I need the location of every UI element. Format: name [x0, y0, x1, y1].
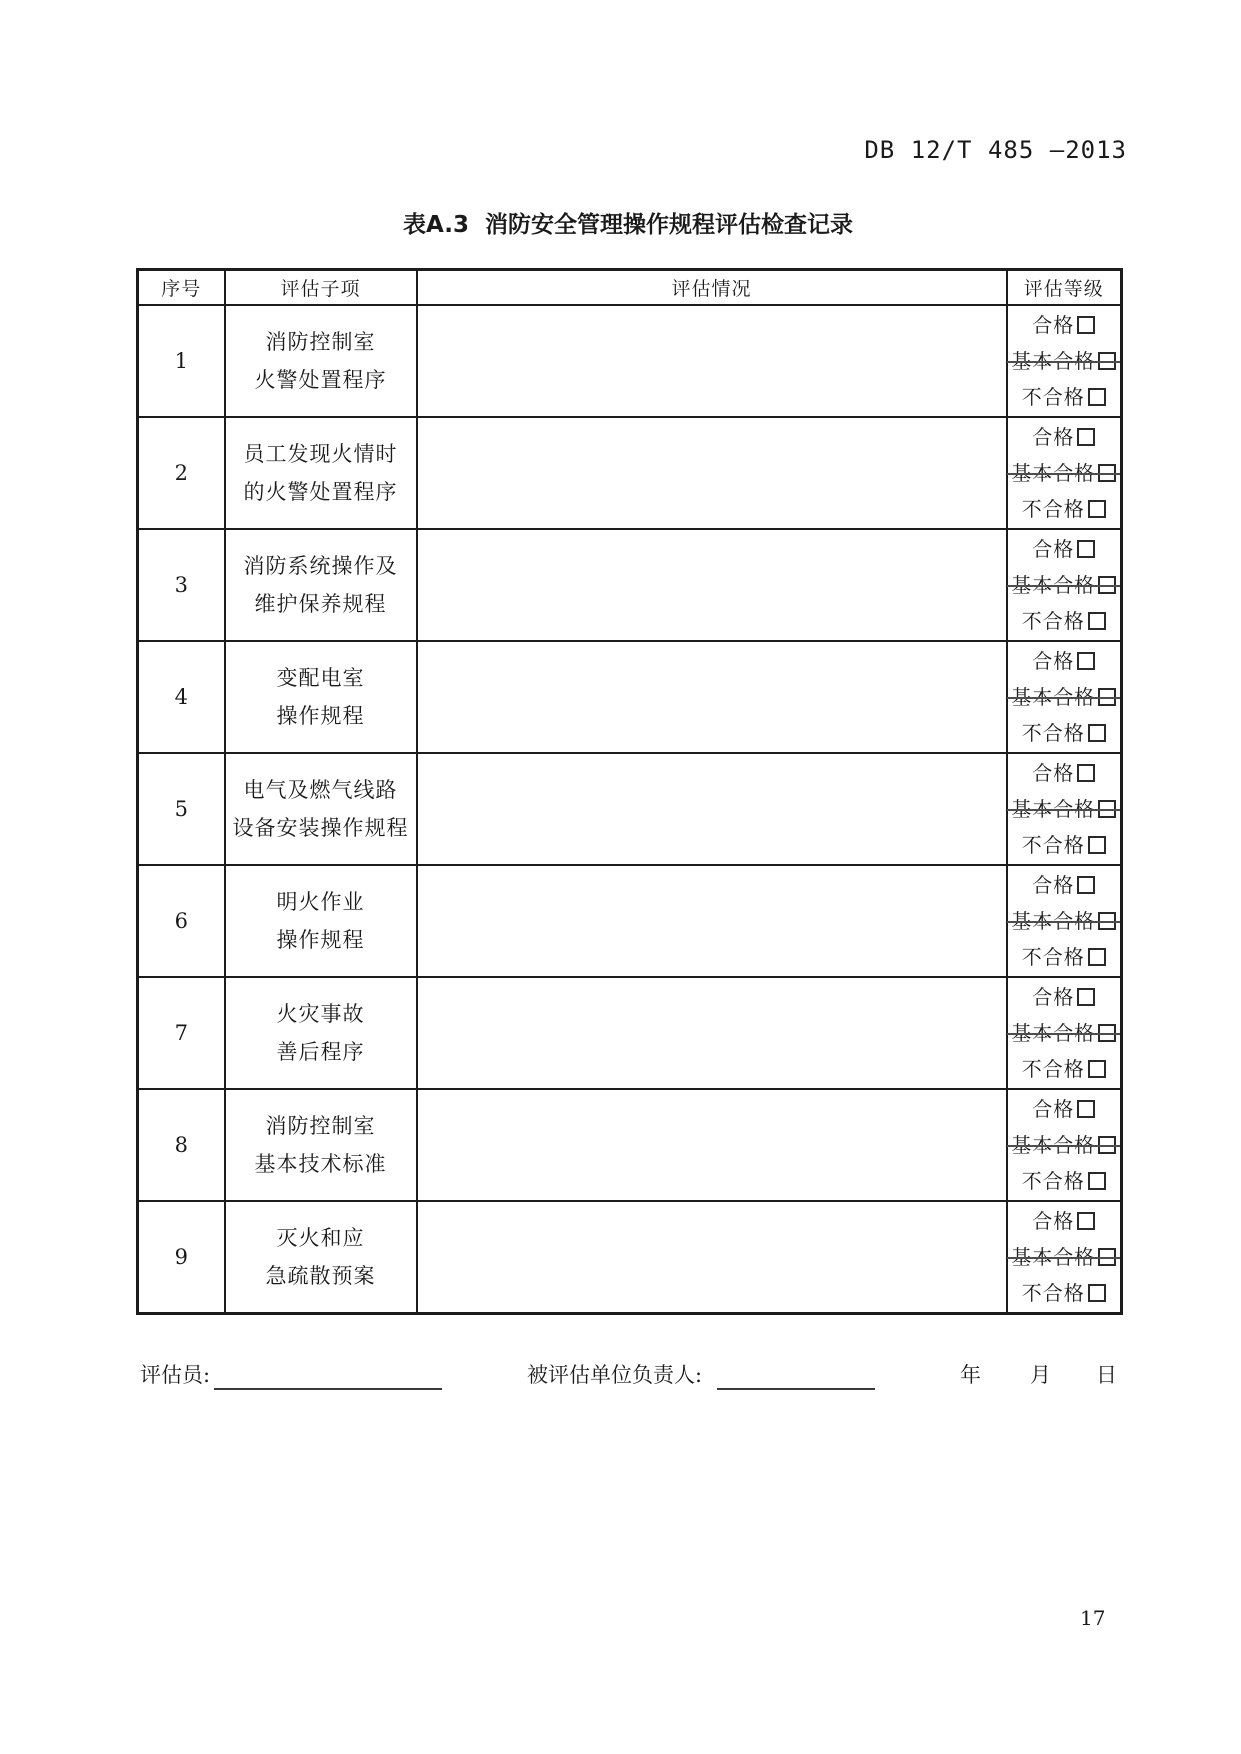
checkbox-icon — [1077, 428, 1095, 446]
grade-cell — [1007, 417, 1122, 529]
situation-cell — [417, 305, 1007, 417]
column-header-no: 序号 — [138, 270, 225, 306]
checkbox-icon — [1077, 316, 1095, 334]
checkbox-icon — [1098, 688, 1116, 706]
checkbox-icon — [1077, 876, 1095, 894]
sub-item-cell — [225, 417, 417, 529]
grade-option-pass — [1032, 315, 1095, 335]
grade-option-label: 合格 — [1032, 313, 1075, 337]
sub-item-line: 消防控制室 — [265, 1113, 376, 1138]
grade-option-fail — [1022, 947, 1106, 967]
sub-item-cell — [225, 865, 417, 977]
assessor-signature-line — [214, 1360, 442, 1390]
grade-cell — [1007, 865, 1122, 977]
unit-head-label: 被评估单位负责人: — [527, 1363, 703, 1387]
row-number: 8 — [138, 1089, 225, 1201]
grade-option-label: 不合格 — [1021, 945, 1085, 969]
grade-option-label: 基本合格 — [1011, 573, 1096, 597]
sub-item-cell — [225, 977, 417, 1089]
grade-cell — [1007, 1089, 1122, 1201]
grade-option-label: 合格 — [1032, 537, 1075, 561]
grade-option-basic-pass — [1011, 1023, 1116, 1043]
row-number: 9 — [138, 1201, 225, 1314]
sub-item-cell — [225, 641, 417, 753]
sub-item-line: 灭火和应 — [276, 1225, 365, 1250]
grade-option-label: 合格 — [1032, 1209, 1075, 1233]
grade-option-pass — [1032, 651, 1095, 671]
row-number: 2 — [138, 417, 225, 529]
table-row — [138, 417, 1122, 529]
checkbox-icon — [1077, 652, 1095, 670]
table-row — [138, 529, 1122, 641]
grade-cell — [1007, 641, 1122, 753]
checkbox-icon — [1088, 388, 1106, 406]
grade-option-label: 不合格 — [1021, 1169, 1085, 1193]
row-number: 6 — [138, 865, 225, 977]
assessor-label: 评估员: — [140, 1363, 211, 1387]
sub-item-cell — [225, 753, 417, 865]
checkbox-icon — [1088, 1284, 1106, 1302]
table-row — [138, 305, 1122, 417]
unit-head-signature-line — [717, 1360, 875, 1390]
grade-option-fail — [1022, 1059, 1106, 1079]
checkbox-icon — [1098, 576, 1116, 594]
grade-option-basic-pass — [1011, 799, 1116, 819]
situation-cell — [417, 977, 1007, 1089]
table-row — [138, 1089, 1122, 1201]
grade-option-label: 基本合格 — [1011, 349, 1096, 373]
grade-option-label: 基本合格 — [1011, 797, 1096, 821]
grade-option-label: 不合格 — [1021, 497, 1085, 521]
sub-item-line: 消防系统操作及 — [243, 553, 398, 578]
grade-option-fail — [1022, 499, 1106, 519]
grade-option-label: 基本合格 — [1011, 1245, 1096, 1269]
signature-footer — [0, 1360, 1241, 1404]
page-number: 17 — [1080, 1606, 1106, 1630]
sub-item-cell — [225, 529, 417, 641]
sub-item-line: 明火作业 — [276, 889, 365, 914]
grade-option-label: 不合格 — [1021, 609, 1085, 633]
sub-item-line: 员工发现火情时 — [243, 441, 398, 466]
checkbox-icon — [1098, 352, 1116, 370]
grade-option-label: 合格 — [1032, 873, 1075, 897]
checkbox-icon — [1088, 948, 1106, 966]
grade-option-label: 合格 — [1032, 761, 1075, 785]
grade-option-label: 基本合格 — [1011, 461, 1096, 485]
grade-option-basic-pass — [1011, 1247, 1116, 1267]
grade-option-fail — [1022, 1283, 1106, 1303]
grade-option-label: 不合格 — [1021, 385, 1085, 409]
situation-cell — [417, 529, 1007, 641]
grade-option-label: 不合格 — [1021, 1057, 1085, 1081]
header-row — [138, 270, 1122, 306]
table-row — [138, 865, 1122, 977]
situation-cell — [417, 1201, 1007, 1314]
row-number: 1 — [138, 305, 225, 417]
grade-option-fail — [1022, 1171, 1106, 1191]
grade-option-fail — [1022, 835, 1106, 855]
sub-item-line: 火警处置程序 — [254, 367, 387, 392]
grade-cell — [1007, 529, 1122, 641]
sub-item-line: 急疏散预案 — [265, 1263, 376, 1288]
table-title: 表A.3 消防安全管理操作规程评估检查记录 — [403, 212, 853, 238]
grade-option-fail — [1022, 387, 1106, 407]
checkbox-icon — [1077, 1212, 1095, 1230]
grade-cell — [1007, 1201, 1122, 1314]
checkbox-icon — [1077, 764, 1095, 782]
grade-option-label: 基本合格 — [1011, 1133, 1096, 1157]
checkbox-icon — [1088, 612, 1106, 630]
evaluation-table — [136, 268, 1123, 1315]
checkbox-icon — [1098, 1248, 1116, 1266]
table-row — [138, 1201, 1122, 1314]
grade-option-label: 合格 — [1032, 649, 1075, 673]
date-day-label: 日 — [1096, 1363, 1117, 1387]
sub-item-cell — [225, 305, 417, 417]
grade-option-label: 基本合格 — [1011, 685, 1096, 709]
sub-item-cell — [225, 1089, 417, 1201]
grade-option-pass — [1032, 539, 1095, 559]
grade-option-label: 合格 — [1032, 425, 1075, 449]
checkbox-icon — [1088, 1172, 1106, 1190]
checkbox-icon — [1077, 540, 1095, 558]
grade-option-basic-pass — [1011, 463, 1116, 483]
checkbox-icon — [1077, 988, 1095, 1006]
checkbox-icon — [1077, 1100, 1095, 1118]
grade-option-pass — [1032, 1211, 1095, 1231]
checkbox-icon — [1098, 1136, 1116, 1154]
sub-item-line: 的火警处置程序 — [243, 479, 398, 504]
grade-option-label: 合格 — [1032, 1097, 1075, 1121]
grade-option-fail — [1022, 611, 1106, 631]
grade-option-basic-pass — [1011, 687, 1116, 707]
date-month-label: 月 — [1030, 1363, 1051, 1387]
column-header-sub-item: 评估子项 — [225, 270, 417, 306]
situation-cell — [417, 865, 1007, 977]
sub-item-line: 操作规程 — [276, 927, 365, 952]
grade-option-pass — [1032, 875, 1095, 895]
grade-cell — [1007, 977, 1122, 1089]
sub-item-line: 火灾事故 — [276, 1001, 365, 1026]
row-number: 3 — [138, 529, 225, 641]
table-row — [138, 977, 1122, 1089]
grade-option-pass — [1032, 1099, 1095, 1119]
grade-option-label: 合格 — [1032, 985, 1075, 1009]
grade-option-fail — [1022, 723, 1106, 743]
sub-item-line: 基本技术标准 — [254, 1151, 387, 1176]
grade-option-label: 不合格 — [1021, 1281, 1085, 1305]
column-header-situation: 评估情况 — [417, 270, 1007, 306]
checkbox-icon — [1098, 912, 1116, 930]
sub-item-line: 变配电室 — [276, 665, 365, 690]
situation-cell — [417, 753, 1007, 865]
situation-cell — [417, 417, 1007, 529]
sub-item-line: 操作规程 — [276, 703, 365, 728]
grade-option-label: 不合格 — [1021, 721, 1085, 745]
table-row — [138, 753, 1122, 865]
grade-option-pass — [1032, 987, 1095, 1007]
situation-cell — [417, 641, 1007, 753]
situation-cell — [417, 1089, 1007, 1201]
column-header-grade: 评估等级 — [1007, 270, 1122, 306]
checkbox-icon — [1098, 1024, 1116, 1042]
grade-option-basic-pass — [1011, 351, 1116, 371]
row-number: 4 — [138, 641, 225, 753]
grade-option-basic-pass — [1011, 1135, 1116, 1155]
grade-option-label: 基本合格 — [1011, 1021, 1096, 1045]
sub-item-cell — [225, 1201, 417, 1314]
grade-cell — [1007, 305, 1122, 417]
checkbox-icon — [1098, 800, 1116, 818]
sub-item-line: 设备安装操作规程 — [232, 815, 409, 840]
grade-option-basic-pass — [1011, 575, 1116, 595]
grade-option-label: 不合格 — [1021, 833, 1085, 857]
checkbox-icon — [1088, 836, 1106, 854]
grade-option-basic-pass — [1011, 911, 1116, 931]
sub-item-line: 善后程序 — [276, 1039, 365, 1064]
row-number: 7 — [138, 977, 225, 1089]
sub-item-line: 维护保养规程 — [254, 591, 387, 616]
date-year-label: 年 — [960, 1363, 981, 1387]
checkbox-icon — [1088, 724, 1106, 742]
grade-option-label: 基本合格 — [1011, 909, 1096, 933]
sub-item-line: 电气及燃气线路 — [243, 777, 398, 802]
checkbox-icon — [1088, 500, 1106, 518]
grade-option-pass — [1032, 763, 1095, 783]
checkbox-icon — [1088, 1060, 1106, 1078]
grade-cell — [1007, 753, 1122, 865]
doc-number: DB 12/T 485 —2013 — [864, 136, 1127, 164]
table-row — [138, 641, 1122, 753]
grade-option-pass — [1032, 427, 1095, 447]
sub-item-line: 消防控制室 — [265, 329, 376, 354]
row-number: 5 — [138, 753, 225, 865]
checkbox-icon — [1098, 464, 1116, 482]
